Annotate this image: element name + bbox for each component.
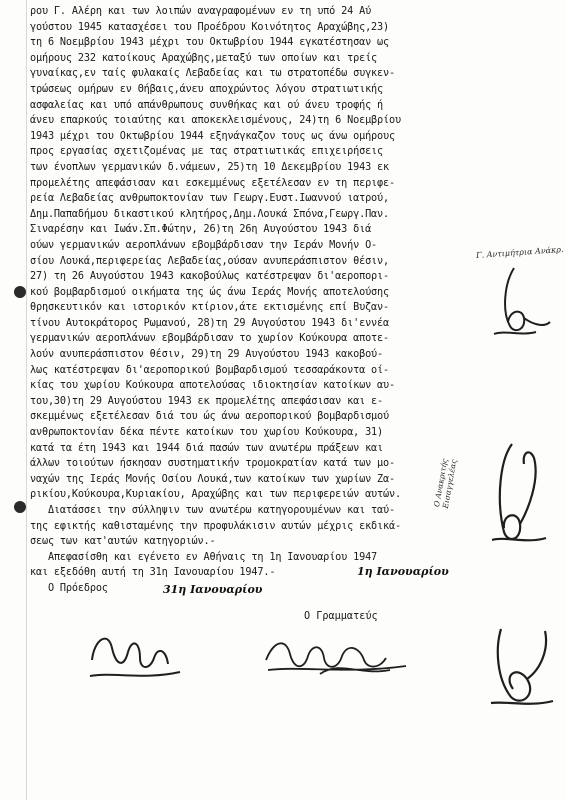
text-line: προμελέτης απεφάσισαν και εσκεμμένως εξετέλεσαν εν τη περιφε- (30, 177, 395, 189)
text-line: 1943 μέχρι του Οκτωβρίου 1944 εξηνάγκαζον τους ως άνω ομήρους (30, 130, 395, 142)
text-line: σκεμμένως εξετέλεσαν διά του ώς άνω αεροπορικού βομβαρδισμού (30, 411, 390, 423)
text-line: Διατάσσει την σύλληψιν των ανωτέρω κατηγορουμένων και ταύ- (30, 505, 395, 516)
text-line: Απεφασίσθη και εγένετο εν Αθήναις τη 1η Ιανουαρίου 1947 (30, 551, 378, 563)
punch-hole (14, 501, 26, 513)
text-line: 27) τη 26 Αυγούστου 1943 κακοβούλως κατέστρεψαν δι'αεροπορι- (30, 271, 390, 283)
document-body (30, 4, 470, 597)
text-line: σεως των κατ'αυτών κατηγοριών.- (30, 536, 216, 548)
text-line: άλλων τοιούτων ήσκησαν συστηματικήν τρομοκρατίαν κατά των μο- (30, 458, 395, 470)
signature-right-1 (474, 264, 554, 344)
text-line: και εξεδόθη αυτή τη 31η Ιανουαρίου 1947.- (30, 567, 276, 579)
margin-note-2: Ο Ανακριτής Εισαγγελέας (432, 458, 459, 510)
text-line: ρικίου,Κούκουρα,Κυριακίου, Αραχώβης και των περιφερειών αυτών. (30, 489, 401, 501)
text-line: άνευ επαρκούς τοιαύτης και αποκεκλεισμένους, 24)τη 6 Νοεμβρίου (30, 115, 401, 127)
text-line: προς εργασίας σχετιζομένας με τας στρατιωτικάς επιχειρήσεις (30, 146, 384, 158)
signature-secretary (260, 630, 410, 680)
text-line: ανθρωποκτονίαν δέκα πέντε κατοίκων του χωρίου Κούκουρα, 31) (30, 427, 384, 439)
text-line: Σιναρέσην και Ιωάν.Σπ.Φώτην, 26)τη 26η Αυγούστου 1943 διά (30, 224, 372, 236)
text-line: κίας του χωρίου Κούκουρα αποτελούσας ιδιοκτησίαν κατοίκων αυ- (30, 380, 395, 392)
margin-rule (26, 0, 27, 800)
text-line: των ένοπλων γερμανικών δ.νάμεων, 25)τη 10 Δεκεμβρίου 1943 εκ (30, 161, 390, 173)
stamped-date-2: 31η Ιανουαρίου (163, 583, 263, 596)
text-line: σίου Λουκά,περιφερείας Λεβαδείας,ούσαν ανυπεράσπιστον θέσιν, (30, 255, 390, 267)
text-line: κού βομβαρδισμού οικήματα της ώς άνω Ιεράς Μονής αποτελούσης (30, 286, 390, 298)
text-line: τρώσεως ομήρων εν Θήβαις,άνευ αποχρώντος λόγου στρατιωτικής (30, 83, 384, 95)
text-line: ομήρους 232 κατοίκους Αραχώβης,μεταξύ των οποίων και τρείς (30, 52, 378, 64)
text-line: ασφαλείας και υπό απάνθρωπους συνθήκας και ού άνευ τροφής ή (30, 99, 384, 111)
text-line: της εφικτής καθισταμένης την προφυλάκισιν αυτών μέχρις εκδικά- (30, 520, 401, 532)
text-line: λούν ανυπεράσπιστον θέσιν, 29)τη 29 Αυγούστου 1943 κακοβού- (30, 349, 384, 361)
signature-right-3 (487, 609, 557, 709)
text-line: γυναίκας,εν ταίς φυλακαίς Λεβαδείας και τω στρατοπέδω συγκεν- (30, 68, 395, 80)
stamped-date-1: 1η Ιανουαρίου (357, 565, 449, 578)
text-line: ρεία Λεβαδείας ανθρωποκτονίαν των Γεωργ.Ευστ.Ιωαννού ιατρού, (30, 193, 390, 205)
text-line: Δημ.Παπαδήμου δικαστικού κλητήρος,Δημ.Λουκά Σπόνα,Γεωργ.Παν. (30, 208, 390, 220)
text-line: θρησκευτικόν και ιστορικόν κτίριον,άτε εκτισμένης επί Βυζαν- (30, 302, 390, 314)
text-line: του,30)τη 29 Αυγούστου 1943 εκ προμελέτης απεφάσισαν και ε- (30, 395, 384, 407)
margin-note-1: Γ. Αντιμήτρια Ανάκρ. (475, 244, 564, 261)
signature-president (84, 620, 184, 690)
text-line: κατά τα έτη 1943 και 1944 διά πασών των ανωτέρω πράξεων και (30, 442, 384, 454)
text-line: τίνου Αυτοκράτορος Ρωμανού, 28)τη 29 Αυγούστου 1943 δι'εννέα (30, 317, 390, 329)
text-line: γερμανικών αεροπλάνων εβομβάρδισαν το χωρίον Κούκουρα αποτε- (30, 333, 390, 345)
text-line: Ο Πρόεδρος (30, 582, 108, 594)
signature-right-2 (482, 440, 552, 550)
text-line: ναχών της Ιεράς Μονής Οσίου Λουκά,των κατοίκων των χωρίων Ζα- (30, 473, 395, 485)
punch-hole (14, 286, 26, 298)
text-line: ρου Γ. Αλέρη και των λοιπών αναγραφομένων εν τη υπό 24 Αύ (30, 6, 372, 17)
text-line: ούων γερμανικών αεροπλάνων εβομβάρδισαν την Ιεράν Μονήν Ο- (30, 239, 378, 251)
text-line: τη 6 Νοεμβρίου 1943 μέχρι του Οκτωβρίου 1944 εγκατέστησαν ως (30, 37, 390, 49)
text-line: λως κατέστρεψαν δι'αεροπορικού βομβαρδισμού τεσσαράκοντα οί- (30, 364, 390, 376)
text-line: γούστου 1945 κατασχέσει του Προέδρου Κοινότητος Αραχώβης,23) (30, 21, 390, 33)
secretary-label: Ο Γραμματεύς (304, 611, 378, 622)
